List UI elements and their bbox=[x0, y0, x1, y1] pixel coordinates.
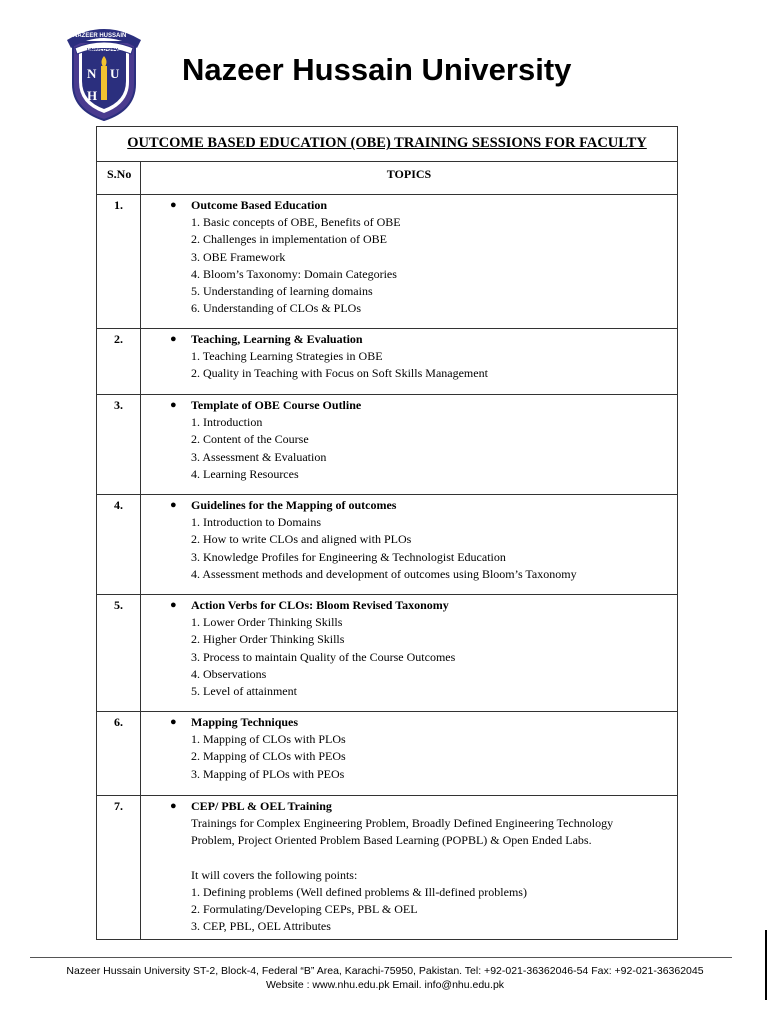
row-serial-number: 1. bbox=[97, 195, 141, 329]
topic-subitem: 1. Introduction to Domains bbox=[191, 515, 321, 530]
topic-subitem: 2. Challenges in implementation of OBE bbox=[191, 232, 387, 247]
footer-address: Nazeer Hussain University ST-2, Block-4, Federal “B” Area, Karachi-75950, Pakistan. Tel: +92-021-36362046-54 Fax: +92-021-36362045 bbox=[66, 965, 704, 977]
topic-subitem: 5. Understanding of learning domains bbox=[191, 284, 373, 299]
topic-subitem: 4. Assessment methods and development of outcomes using Bloom’s Taxonomy bbox=[191, 566, 577, 581]
topic-subitem: 2. Higher Order Thinking Skills bbox=[191, 632, 345, 647]
topic-subitem: 1. Defining problems (Well defined problems & Ill-defined problems) bbox=[191, 884, 527, 899]
row-serial-number: 2. bbox=[97, 329, 141, 395]
column-header-sno: S.No bbox=[97, 162, 141, 195]
topic-subitem: 2. Formulating/Developing CEPs, PBL & OEL bbox=[191, 902, 418, 917]
topic-subitem: 1. Teaching Learning Strategies in OBE bbox=[191, 349, 383, 364]
topic-heading: Outcome Based Education bbox=[191, 198, 328, 212]
topic-subitem: 1. Basic concepts of OBE, Benefits of OBE bbox=[191, 215, 401, 230]
table-row bbox=[97, 595, 678, 712]
bullet-icon: ● bbox=[170, 716, 177, 728]
topic-heading: Mapping Techniques bbox=[191, 715, 299, 729]
table-row bbox=[97, 796, 678, 940]
logo-top-text: NAZEER HUSSAIN bbox=[73, 33, 127, 39]
bullet-icon: ● bbox=[170, 499, 177, 511]
bullet-icon: ● bbox=[170, 399, 177, 411]
topic-subitem: 1. Mapping of CLOs with PLOs bbox=[191, 732, 346, 747]
topic-heading: Template of OBE Course Outline bbox=[191, 398, 362, 412]
topic-subitem: 3. Process to maintain Quality of the Course Outcomes bbox=[191, 649, 456, 664]
topic-subitem: 3. Assessment & Evaluation bbox=[191, 449, 327, 464]
topic-intro: It will covers the following points: bbox=[191, 867, 358, 882]
page-edge-mark bbox=[765, 930, 767, 1000]
topic-description-line: Problem, Project Oriented Problem Based Learning (POPBL) & Open Ended Labs. bbox=[191, 833, 592, 848]
university-title: Nazeer Hussain University bbox=[182, 52, 572, 87]
row-topic-cell bbox=[141, 395, 678, 495]
topic-subitem: 4. Bloom’s Taxonomy: Domain Categories bbox=[191, 266, 397, 281]
row-topic-cell bbox=[141, 595, 678, 712]
row-serial-number: 7. bbox=[97, 796, 141, 940]
bullet-icon: ● bbox=[170, 599, 177, 611]
row-serial-number: 5. bbox=[97, 595, 141, 712]
bullet-icon: ● bbox=[170, 800, 177, 812]
topic-subitem: 3. CEP, PBL, OEL Attributes bbox=[191, 919, 331, 934]
topic-description-line: Trainings for Complex Engineering Problem, Broadly Defined Engineering Technology bbox=[191, 816, 614, 831]
training-topics-table bbox=[96, 126, 678, 940]
topic-subitem: 6. Understanding of CLOs & PLOs bbox=[191, 301, 361, 316]
row-serial-number: 4. bbox=[97, 495, 141, 595]
table-row bbox=[97, 195, 678, 329]
university-logo bbox=[65, 22, 143, 122]
topic-subitem: 1. Lower Order Thinking Skills bbox=[191, 615, 343, 630]
page-footer bbox=[30, 964, 740, 992]
topic-subitem: 4. Observations bbox=[191, 666, 267, 681]
column-header-topics: TOPICS bbox=[141, 162, 678, 195]
row-serial-number: 6. bbox=[97, 712, 141, 796]
table-header-row bbox=[97, 162, 678, 195]
topic-heading: Teaching, Learning & Evaluation bbox=[191, 332, 363, 346]
topic-subitem: 4. Learning Resources bbox=[191, 466, 299, 481]
topic-subitem: 2. Quality in Teaching with Focus on Soft Skills Management bbox=[191, 366, 488, 381]
row-topic-cell bbox=[141, 712, 678, 796]
spacer bbox=[191, 850, 677, 867]
topic-heading: Action Verbs for CLOs: Bloom Revised Taxonomy bbox=[191, 598, 449, 612]
row-topic-cell bbox=[141, 495, 678, 595]
bullet-icon: ● bbox=[170, 199, 177, 211]
bullet-icon: ● bbox=[170, 333, 177, 345]
footer-web: Website : www.nhu.edu.pk Email. info@nhu.edu.pk bbox=[265, 979, 505, 991]
row-serial-number: 3. bbox=[97, 395, 141, 495]
topic-heading: CEP/ PBL & OEL Training bbox=[191, 799, 332, 813]
row-topic-cell bbox=[141, 195, 678, 329]
topic-subitem: 2. Mapping of CLOs with PEOs bbox=[191, 749, 346, 764]
table-row bbox=[97, 329, 678, 395]
topic-subitem: 2. How to write CLOs and aligned with PLOs bbox=[191, 532, 412, 547]
topic-subitem: 1. Introduction bbox=[191, 415, 263, 430]
logo-letter-h: H bbox=[87, 88, 98, 103]
row-topic-cell bbox=[141, 329, 678, 395]
topic-subitem: 3. Knowledge Profiles for Engineering & Technologist Education bbox=[191, 549, 506, 564]
logo-ribbon-text: UNIVERSITY bbox=[87, 48, 119, 54]
topic-heading: Guidelines for the Mapping of outcomes bbox=[191, 498, 397, 512]
table-row bbox=[97, 712, 678, 796]
logo-letter-u: U bbox=[110, 66, 120, 81]
table-caption: OUTCOME BASED EDUCATION (OBE) TRAINING SESSIONS FOR FACULTY bbox=[97, 127, 678, 162]
topic-subitem: 3. OBE Framework bbox=[191, 249, 286, 264]
topic-subitem: 5. Level of attainment bbox=[191, 684, 297, 699]
row-topic-cell bbox=[141, 796, 678, 940]
table-caption-row bbox=[97, 127, 678, 162]
table-row bbox=[97, 495, 678, 595]
footer-divider bbox=[30, 957, 732, 958]
topic-subitem: 3. Mapping of PLOs with PEOs bbox=[191, 766, 345, 781]
table-row bbox=[97, 395, 678, 495]
topic-subitem: 2. Content of the Course bbox=[191, 432, 309, 447]
logo-letter-n: N bbox=[87, 66, 97, 81]
